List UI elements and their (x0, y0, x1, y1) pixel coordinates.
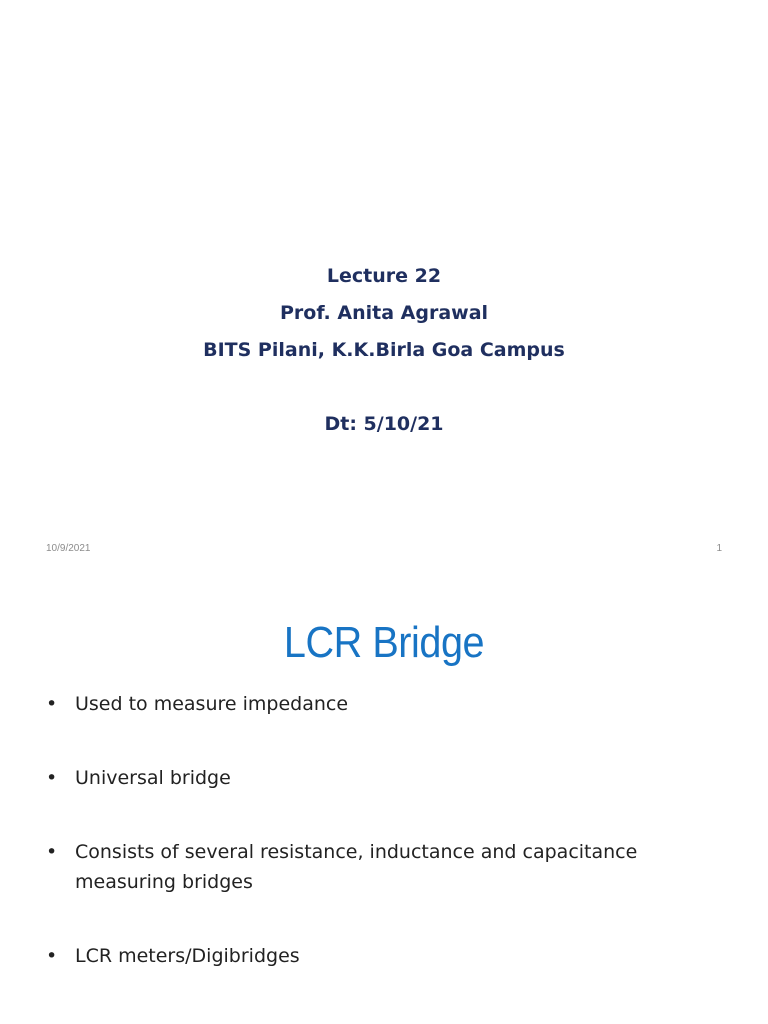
footer-date: 10/9/2021 (46, 543, 91, 554)
bullet-item: • Consists of several resistance, inductance and capacitance measuring bridges (46, 837, 726, 897)
title-block (0, 258, 768, 443)
lecture-date: Dt: 5/10/21 (324, 413, 444, 435)
bullet-item: • Universal bridge (46, 763, 726, 793)
bullet-item: • LCR meters/Digibridges (46, 941, 726, 971)
lecture-number: Lecture 22 (326, 265, 442, 287)
bullet-item: • Used to measure impedance (46, 689, 726, 719)
slide-title: LCR Bridge (283, 618, 485, 667)
slide-2 (0, 576, 768, 1024)
page-number: 1 (716, 543, 722, 554)
professor-name: Prof. Anita Agrawal (279, 302, 489, 324)
title-spacer (0, 369, 768, 406)
bullet-list (46, 689, 726, 1015)
institution-name: BITS Pilani, K.K.Birla Goa Campus (203, 339, 565, 361)
